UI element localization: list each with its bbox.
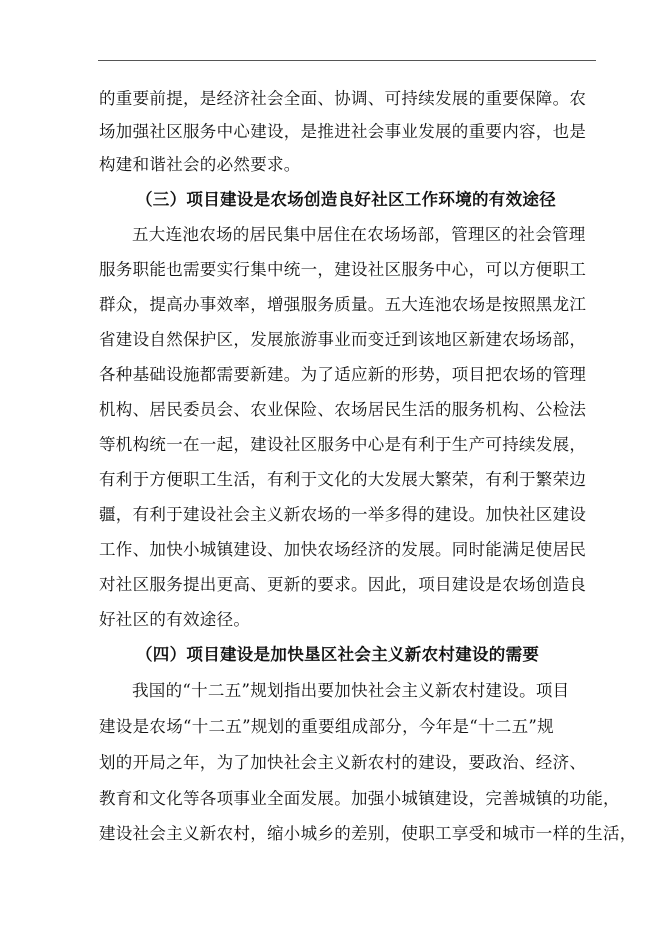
body-text-line: 我国的“十二五”规划指出要加快社会主义新农村建设。项目	[132, 681, 570, 700]
header-divider	[98, 60, 596, 61]
body-text-line: 工作、加快小城镇建设、加快农场经济的发展。同时能满足使居民	[99, 540, 587, 559]
section-heading-3: （三）项目建设是农场创造良好社区工作环境的有效途径	[136, 190, 556, 209]
body-text-line: 建设是农场“十二五”规划的重要组成部分，今年是“十二五”规	[99, 717, 554, 736]
body-text-line: 好社区的有效途径。	[99, 610, 251, 629]
body-text-line: 各种基础设施都需要新建。为了适应新的形势，项目把农场的管理	[99, 365, 587, 384]
body-text-line: 省建设自然保护区，发展旅游事业而变迁到该地区新建农场场部，	[99, 330, 587, 349]
body-text-line: 服务职能也需要实行集中统一，建设社区服务中心，可以方便职工	[99, 260, 587, 279]
body-text-line: 群众，提高办事效率，增强服务质量。五大连池农场是按照黑龙江	[99, 295, 587, 314]
body-text-line: 五大连池农场的居民集中居住在农场场部，管理区的社会管理	[132, 225, 586, 244]
section-heading-4: （四）项目建设是加快垦区社会主义新农村建设的需要	[136, 645, 540, 664]
body-text-line: 疆，有利于建设社会主义新农场的一举多得的建设。加快社区建设	[99, 505, 587, 524]
body-text-line: 场加强社区服务中心建设，是推进社会事业发展的重要内容，也是	[99, 122, 587, 141]
body-text-line: 划的开局之年，为了加快社会主义新农村的建设，要政治、经济、	[99, 753, 587, 772]
body-text-line: 建设社会主义新农村，缩小城乡的差别，使职工享受和城市一样的生活，	[99, 824, 637, 843]
body-text-line: 有利于方便职工生活，有利于文化的大发展大繁荣，有利于繁荣边	[99, 470, 587, 489]
body-text-line: 等机构统一在一起，建设社区服务中心是有利于生产可持续发展，	[99, 435, 587, 454]
body-text-line: 的重要前提，是经济社会全面、协调、可持续发展的重要保障。农	[99, 89, 587, 108]
body-text-line: 构建和谐社会的必然要求。	[99, 155, 301, 174]
body-text-line: 对社区服务提出更高、更新的要求。因此，项目建设是农场创造良	[99, 575, 587, 594]
body-text-line: 教育和文化等各项事业全面发展。加强小城镇建设，完善城镇的功能，	[99, 789, 620, 808]
body-text-line: 机构、居民委员会、农业保险、农场居民生活的服务机构、公检法	[99, 400, 587, 419]
